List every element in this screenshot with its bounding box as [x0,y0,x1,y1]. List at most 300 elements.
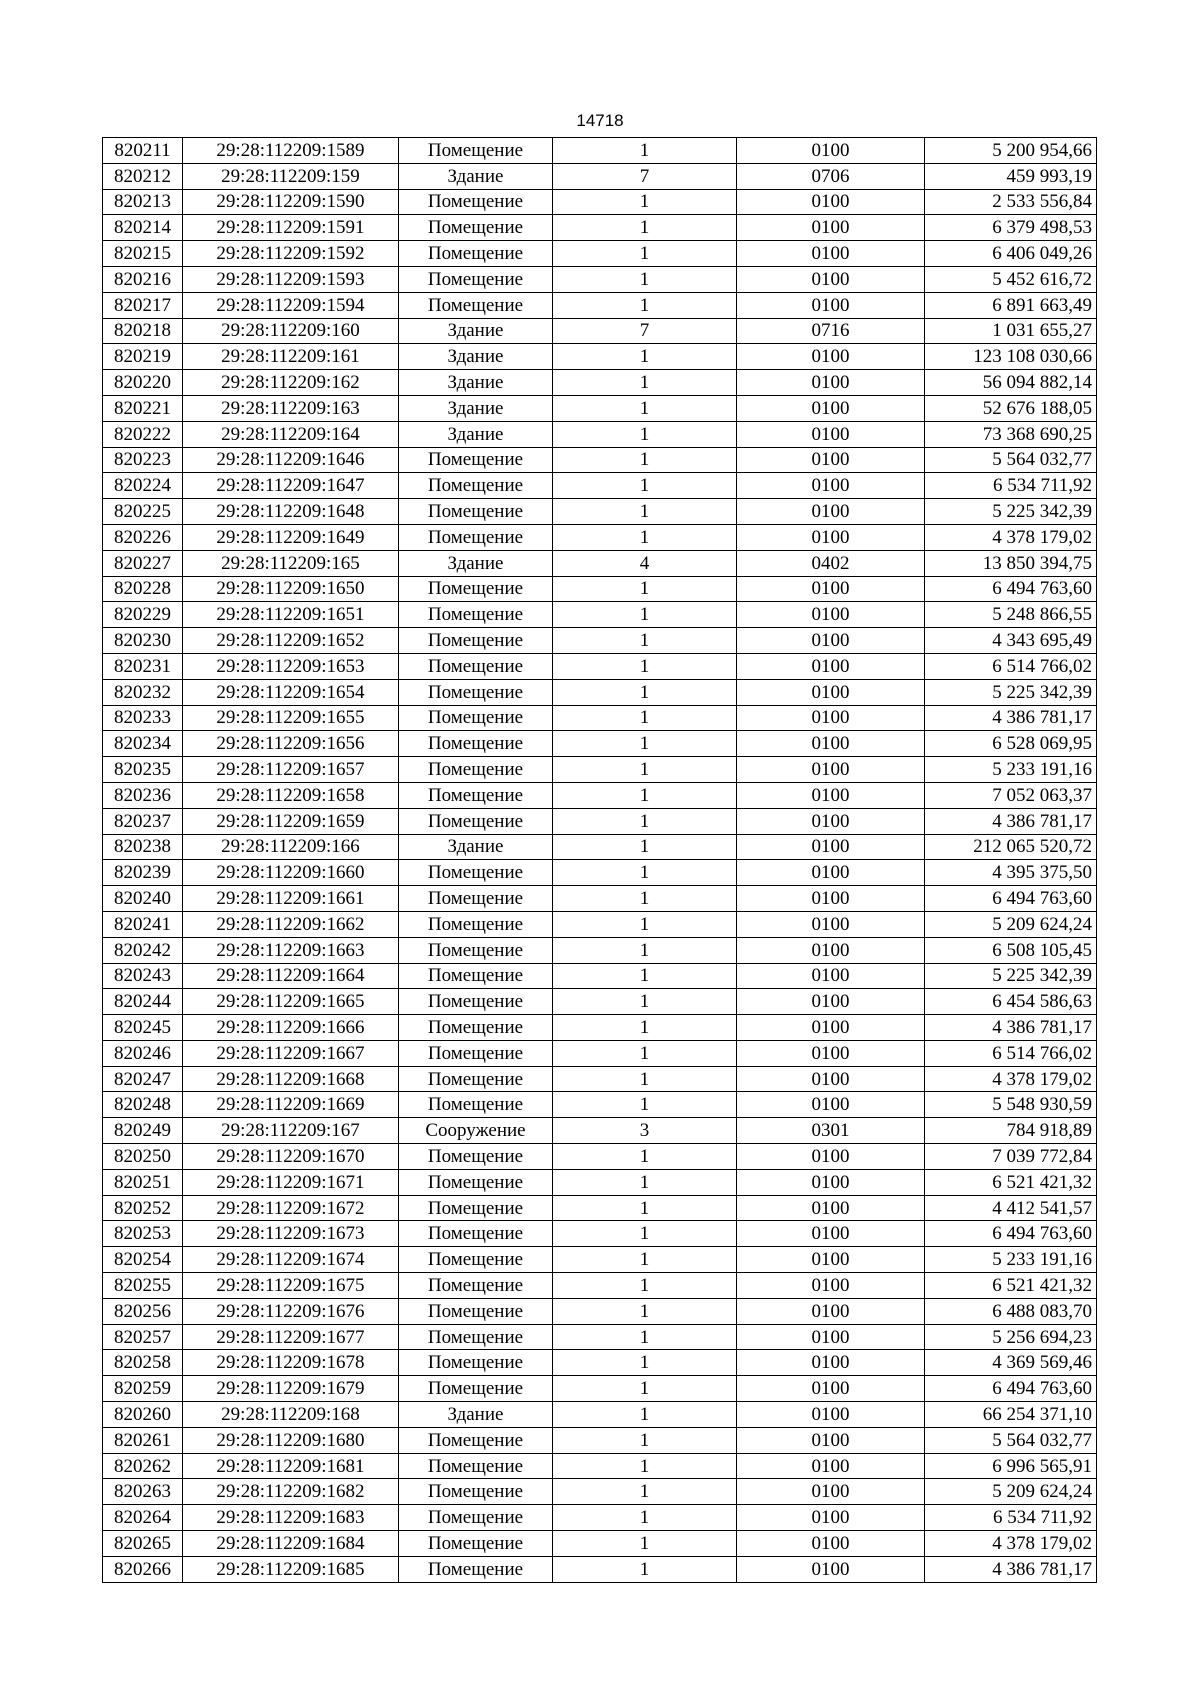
cadastral-number-cell: 29:28:112209:1675 [183,1273,399,1299]
group-cell: 1 [553,1453,737,1479]
cadastral-value-cell: 5 225 342,39 [925,499,1097,525]
cadastral-value-cell: 6 494 763,60 [925,1221,1097,1247]
row-number-cell: 820255 [103,1273,183,1299]
group-cell: 1 [553,576,737,602]
row-number-cell: 820259 [103,1376,183,1402]
cadastral-number-cell: 29:28:112209:1657 [183,757,399,783]
code-cell: 0100 [737,1092,925,1118]
group-cell: 1 [553,937,737,963]
code-cell: 0301 [737,1118,925,1144]
code-cell: 0100 [737,705,925,731]
object-type-cell: Помещение [399,1427,553,1453]
table-row [103,1247,1097,1273]
row-number-cell: 820215 [103,241,183,267]
cadastral-value-cell: 7 039 772,84 [925,1144,1097,1170]
group-cell: 1 [553,215,737,241]
table-row [103,1169,1097,1195]
code-cell: 0100 [737,1298,925,1324]
cadastral-number-cell: 29:28:112209:1661 [183,886,399,912]
code-cell: 0100 [737,731,925,757]
object-type-cell: Помещение [399,215,553,241]
table-row [103,1531,1097,1557]
object-type-cell: Помещение [399,653,553,679]
object-type-cell: Помещение [399,1221,553,1247]
cadastral-number-cell: 29:28:112209:159 [183,163,399,189]
cadastral-number-cell: 29:28:112209:1660 [183,860,399,886]
group-cell: 1 [553,911,737,937]
cadastral-value-cell: 52 676 188,05 [925,395,1097,421]
row-number-cell: 820220 [103,370,183,396]
cadastral-value-cell: 5 233 191,16 [925,757,1097,783]
cadastral-number-cell: 29:28:112209:1659 [183,808,399,834]
cadastral-value-cell: 4 412 541,57 [925,1195,1097,1221]
table-row [103,1402,1097,1428]
cadastral-number-cell: 29:28:112209:163 [183,395,399,421]
table-row [103,138,1097,164]
cadastral-value-cell: 73 368 690,25 [925,421,1097,447]
table-row [103,1298,1097,1324]
object-type-cell: Помещение [399,447,553,473]
cadastral-number-cell: 29:28:112209:1655 [183,705,399,731]
table-row [103,370,1097,396]
cadastral-value-cell: 6 379 498,53 [925,215,1097,241]
table-row [103,266,1097,292]
group-cell: 1 [553,602,737,628]
cadastral-number-cell: 29:28:112209:1678 [183,1350,399,1376]
group-cell: 1 [553,499,737,525]
group-cell: 1 [553,705,737,731]
object-type-cell: Помещение [399,1169,553,1195]
row-number-cell: 820217 [103,292,183,318]
group-cell: 1 [553,808,737,834]
code-cell: 0100 [737,886,925,912]
cadastral-number-cell: 29:28:112209:1590 [183,189,399,215]
table-row [103,860,1097,886]
object-type-cell: Помещение [399,1556,553,1582]
row-number-cell: 820233 [103,705,183,731]
page-number: 14718 [576,111,624,130]
table-row [103,421,1097,447]
object-type-cell: Помещение [399,1066,553,1092]
cadastral-value-cell: 5 452 616,72 [925,266,1097,292]
table-row [103,215,1097,241]
code-cell: 0100 [737,834,925,860]
cadastral-value-cell: 6 514 766,02 [925,1040,1097,1066]
table-row [103,1505,1097,1531]
object-type-cell: Помещение [399,705,553,731]
group-cell: 1 [553,1092,737,1118]
cadastral-value-cell: 6 494 763,60 [925,886,1097,912]
code-cell: 0716 [737,318,925,344]
row-number-cell: 820257 [103,1324,183,1350]
table-row [103,731,1097,757]
cadastral-value-cell: 4 378 179,02 [925,1066,1097,1092]
cadastral-value-cell: 4 386 781,17 [925,705,1097,731]
code-cell: 0100 [737,292,925,318]
group-cell: 1 [553,1169,737,1195]
cadastral-value-cell: 5 564 032,77 [925,1427,1097,1453]
row-number-cell: 820235 [103,757,183,783]
object-type-cell: Помещение [399,1195,553,1221]
cadastral-value-cell: 6 508 105,45 [925,937,1097,963]
object-type-cell: Здание [399,1402,553,1428]
cadastral-value-cell: 4 378 179,02 [925,1531,1097,1557]
cadastral-number-cell: 29:28:112209:161 [183,344,399,370]
table-row [103,292,1097,318]
code-cell: 0100 [737,189,925,215]
object-type-cell: Помещение [399,602,553,628]
code-cell: 0100 [737,1427,925,1453]
cadastral-value-cell: 7 052 063,37 [925,782,1097,808]
group-cell: 1 [553,1144,737,1170]
cadastral-value-cell: 6 494 763,60 [925,576,1097,602]
row-number-cell: 820236 [103,782,183,808]
table-row [103,1221,1097,1247]
object-type-cell: Помещение [399,1040,553,1066]
cadastral-value-cell: 212 065 520,72 [925,834,1097,860]
row-number-cell: 820231 [103,653,183,679]
group-cell: 1 [553,344,737,370]
cadastral-value-cell: 5 225 342,39 [925,963,1097,989]
cadastral-number-cell: 29:28:112209:1672 [183,1195,399,1221]
cadastral-number-cell: 29:28:112209:1669 [183,1092,399,1118]
table-row [103,886,1097,912]
table-row [103,705,1097,731]
code-cell: 0100 [737,1273,925,1299]
group-cell: 1 [553,524,737,550]
group-cell: 1 [553,1531,737,1557]
cadastral-number-cell: 29:28:112209:1680 [183,1427,399,1453]
object-type-cell: Помещение [399,499,553,525]
code-cell: 0100 [737,911,925,937]
code-cell: 0100 [737,1350,925,1376]
table-row [103,782,1097,808]
group-cell: 1 [553,1427,737,1453]
cadastral-number-cell: 29:28:112209:1682 [183,1479,399,1505]
code-cell: 0100 [737,499,925,525]
object-type-cell: Помещение [399,1144,553,1170]
cadastral-value-cell: 5 548 930,59 [925,1092,1097,1118]
object-type-cell: Помещение [399,473,553,499]
object-type-cell: Помещение [399,963,553,989]
row-number-cell: 820240 [103,886,183,912]
cadastral-value-cell: 5 225 342,39 [925,679,1097,705]
group-cell: 1 [553,1040,737,1066]
group-cell: 1 [553,834,737,860]
code-cell: 0100 [737,524,925,550]
cadastral-number-cell: 29:28:112209:1685 [183,1556,399,1582]
cadastral-number-cell: 29:28:112209:164 [183,421,399,447]
cadastral-number-cell: 29:28:112209:1679 [183,1376,399,1402]
cadastral-number-cell: 29:28:112209:1683 [183,1505,399,1531]
cadastral-number-cell: 29:28:112209:1652 [183,628,399,654]
cadastral-number-cell: 29:28:112209:165 [183,550,399,576]
group-cell: 1 [553,1402,737,1428]
object-type-cell: Помещение [399,1324,553,1350]
code-cell: 0100 [737,1195,925,1221]
object-type-cell: Помещение [399,1479,553,1505]
cadastral-value-cell: 6 891 663,49 [925,292,1097,318]
row-number-cell: 820253 [103,1221,183,1247]
cadastral-number-cell: 29:28:112209:1594 [183,292,399,318]
row-number-cell: 820230 [103,628,183,654]
table-body [103,138,1097,1583]
object-type-cell: Помещение [399,1376,553,1402]
table-row [103,653,1097,679]
row-number-cell: 820256 [103,1298,183,1324]
table-row [103,1092,1097,1118]
code-cell: 0100 [737,138,925,164]
object-type-cell: Помещение [399,757,553,783]
group-cell: 1 [553,1195,737,1221]
cadastral-number-cell: 29:28:112209:166 [183,834,399,860]
code-cell: 0100 [737,808,925,834]
object-type-cell: Здание [399,395,553,421]
group-cell: 1 [553,1376,737,1402]
row-number-cell: 820258 [103,1350,183,1376]
object-type-cell: Здание [399,344,553,370]
row-number-cell: 820239 [103,860,183,886]
table-row [103,189,1097,215]
cadastral-value-cell: 2 533 556,84 [925,189,1097,215]
table-row [103,1324,1097,1350]
row-number-cell: 820263 [103,1479,183,1505]
row-number-cell: 820241 [103,911,183,937]
table-row [103,1144,1097,1170]
code-cell: 0100 [737,628,925,654]
group-cell: 1 [553,886,737,912]
table-row [103,550,1097,576]
group-cell: 1 [553,473,737,499]
table-row [103,989,1097,1015]
code-cell: 0100 [737,1453,925,1479]
table-row [103,679,1097,705]
object-type-cell: Помещение [399,628,553,654]
table-row [103,937,1097,963]
group-cell: 1 [553,1479,737,1505]
row-number-cell: 820264 [103,1505,183,1531]
group-cell: 1 [553,757,737,783]
code-cell: 0100 [737,370,925,396]
row-number-cell: 820219 [103,344,183,370]
cadastral-value-cell: 5 209 624,24 [925,911,1097,937]
cadastral-number-cell: 29:28:112209:1589 [183,138,399,164]
object-type-cell: Помещение [399,679,553,705]
code-cell: 0100 [737,1066,925,1092]
cadastral-number-cell: 29:28:112209:1647 [183,473,399,499]
cadastral-number-cell: 29:28:112209:1677 [183,1324,399,1350]
cadastral-number-cell: 29:28:112209:1670 [183,1144,399,1170]
table-row [103,628,1097,654]
row-number-cell: 820216 [103,266,183,292]
code-cell: 0100 [737,1531,925,1557]
table-row [103,163,1097,189]
row-number-cell: 820211 [103,138,183,164]
row-number-cell: 820245 [103,1015,183,1041]
group-cell: 1 [553,1505,737,1531]
cadastral-number-cell: 29:28:112209:1651 [183,602,399,628]
cadastral-value-cell: 56 094 882,14 [925,370,1097,396]
code-cell: 0100 [737,241,925,267]
row-number-cell: 820214 [103,215,183,241]
cadastral-number-cell: 29:28:112209:1593 [183,266,399,292]
object-type-cell: Помещение [399,1298,553,1324]
group-cell: 1 [553,189,737,215]
cadastral-value-cell: 123 108 030,66 [925,344,1097,370]
row-number-cell: 820252 [103,1195,183,1221]
object-type-cell: Помещение [399,266,553,292]
group-cell: 1 [553,860,737,886]
code-cell: 0100 [737,937,925,963]
table-row [103,395,1097,421]
table-row [103,1118,1097,1144]
cadastral-number-cell: 29:28:112209:1654 [183,679,399,705]
code-cell: 0100 [737,395,925,421]
row-number-cell: 820221 [103,395,183,421]
code-cell: 0100 [737,1505,925,1531]
cadastral-value-cell: 6 534 711,92 [925,1505,1097,1531]
object-type-cell: Помещение [399,1350,553,1376]
group-cell: 1 [553,1247,737,1273]
cadastral-number-cell: 29:28:112209:1684 [183,1531,399,1557]
row-number-cell: 820260 [103,1402,183,1428]
group-cell: 1 [553,1324,737,1350]
code-cell: 0100 [737,215,925,241]
object-type-cell: Помещение [399,1015,553,1041]
row-number-cell: 820227 [103,550,183,576]
cadastral-number-cell: 29:28:112209:1664 [183,963,399,989]
row-number-cell: 820228 [103,576,183,602]
cadastral-value-cell: 5 564 032,77 [925,447,1097,473]
code-cell: 0100 [737,1221,925,1247]
cadastral-number-cell: 29:28:112209:1648 [183,499,399,525]
object-type-cell: Помещение [399,937,553,963]
object-type-cell: Помещение [399,808,553,834]
row-number-cell: 820243 [103,963,183,989]
row-number-cell: 820248 [103,1092,183,1118]
cadastral-number-cell: 29:28:112209:1658 [183,782,399,808]
row-number-cell: 820224 [103,473,183,499]
cadastral-value-cell: 4 378 179,02 [925,524,1097,550]
group-cell: 1 [553,1556,737,1582]
cadastral-number-cell: 29:28:112209:1653 [183,653,399,679]
cadastral-number-cell: 29:28:112209:1667 [183,1040,399,1066]
code-cell: 0100 [737,1015,925,1041]
table-row [103,241,1097,267]
row-number-cell: 820237 [103,808,183,834]
object-type-cell: Здание [399,163,553,189]
row-number-cell: 820251 [103,1169,183,1195]
object-type-cell: Помещение [399,1092,553,1118]
code-cell: 0100 [737,679,925,705]
group-cell: 1 [553,447,737,473]
table-row [103,757,1097,783]
table-row [103,911,1097,937]
code-cell: 0100 [737,757,925,783]
object-type-cell: Помещение [399,860,553,886]
cadastral-number-cell: 29:28:112209:168 [183,1402,399,1428]
code-cell: 0100 [737,1402,925,1428]
code-cell: 0100 [737,1324,925,1350]
row-number-cell: 820242 [103,937,183,963]
cadastral-value-cell: 5 256 694,23 [925,1324,1097,1350]
row-number-cell: 820250 [103,1144,183,1170]
code-cell: 0100 [737,653,925,679]
table-row [103,602,1097,628]
cadastral-number-cell: 29:28:112209:160 [183,318,399,344]
cadastral-number-cell: 29:28:112209:1668 [183,1066,399,1092]
table-row [103,1427,1097,1453]
code-cell: 0100 [737,963,925,989]
code-cell: 0100 [737,576,925,602]
row-number-cell: 820249 [103,1118,183,1144]
code-cell: 0100 [737,266,925,292]
group-cell: 1 [553,679,737,705]
cadastral-number-cell: 29:28:112209:1673 [183,1221,399,1247]
row-number-cell: 820232 [103,679,183,705]
table-row [103,1350,1097,1376]
cadastral-value-cell: 4 386 781,17 [925,1556,1097,1582]
object-type-cell: Помещение [399,1247,553,1273]
table-row [103,473,1097,499]
cadastral-value-cell: 6 488 083,70 [925,1298,1097,1324]
cadastral-value-cell: 66 254 371,10 [925,1402,1097,1428]
object-type-cell: Помещение [399,1505,553,1531]
row-number-cell: 820246 [103,1040,183,1066]
code-cell: 0402 [737,550,925,576]
cadastral-value-cell: 1 031 655,27 [925,318,1097,344]
cadastral-number-cell: 29:28:112209:1646 [183,447,399,473]
cadastral-number-cell: 29:28:112209:1666 [183,1015,399,1041]
row-number-cell: 820254 [103,1247,183,1273]
cadastral-number-cell: 29:28:112209:162 [183,370,399,396]
cadastral-value-cell: 6 521 421,32 [925,1273,1097,1299]
row-number-cell: 820247 [103,1066,183,1092]
object-type-cell: Помещение [399,782,553,808]
row-number-cell: 820266 [103,1556,183,1582]
table-row [103,524,1097,550]
group-cell: 1 [553,731,737,757]
cadastral-value-cell: 4 395 375,50 [925,860,1097,886]
cadastral-value-cell: 6 996 565,91 [925,1453,1097,1479]
object-type-cell: Помещение [399,1531,553,1557]
table-row [103,499,1097,525]
table-row [103,1453,1097,1479]
cadastral-value-cell: 6 528 069,95 [925,731,1097,757]
row-number-cell: 820238 [103,834,183,860]
cadastral-number-cell: 29:28:112209:1592 [183,241,399,267]
code-cell: 0100 [737,1556,925,1582]
object-type-cell: Здание [399,834,553,860]
object-type-cell: Сооружение [399,1118,553,1144]
group-cell: 1 [553,292,737,318]
object-type-cell: Здание [399,370,553,396]
object-type-cell: Помещение [399,292,553,318]
cadastral-value-cell: 459 993,19 [925,163,1097,189]
table-row [103,1195,1097,1221]
cadastral-number-cell: 29:28:112209:1662 [183,911,399,937]
cadastral-number-cell: 29:28:112209:1649 [183,524,399,550]
object-type-cell: Помещение [399,138,553,164]
table-row [103,1376,1097,1402]
cadastral-value-cell: 5 248 866,55 [925,602,1097,628]
cadastral-number-cell: 29:28:112209:1591 [183,215,399,241]
table-row [103,576,1097,602]
cadastral-number-cell: 29:28:112209:1674 [183,1247,399,1273]
table-row [103,963,1097,989]
row-number-cell: 820261 [103,1427,183,1453]
group-cell: 1 [553,370,737,396]
